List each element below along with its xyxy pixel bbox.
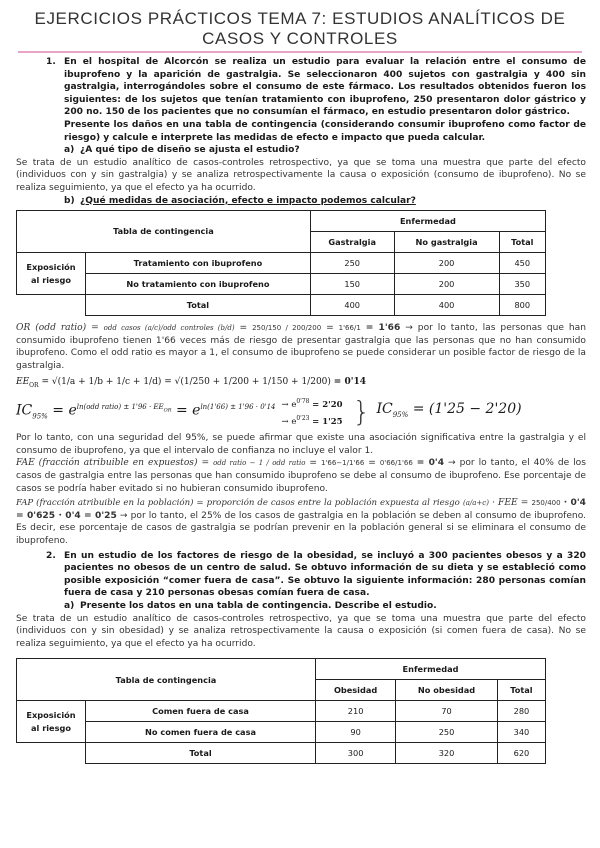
table-cell: 250 (310, 253, 394, 274)
column-header: Gastralgia (310, 232, 394, 253)
formula-result: = 0'14 (333, 376, 366, 387)
numerator: 1'66 (338, 324, 354, 333)
denominator: odd controles (b/d) (163, 324, 235, 333)
numerator: 1'66−1 (321, 459, 347, 468)
table-cell: 450 (499, 253, 545, 274)
upper-limit: = 2'20 (312, 400, 343, 411)
odds-ratio-paragraph: OR (odd ratio) = odd casos (a/c)/odd controles (b/d) = 250/150 / 200/200 = 1'66/1 = 1'66 → por lo tanto, las personas que han consumido ibuprofeno tienen 1'66 veces más de riesgo de presentar gastralgia que las personas que no han consumido ibuprofeno. Como el odd ratio es mayor a 1, el consumo de ibuprofeno se puede considerar un posible factor de riesgo de la gastralgia. (16, 323, 586, 371)
standard-error-formula: $EE_{OR} = √(1/a + 1/b + 1/c + 1/d) = √(1/250 + 1/200 + 1/150 + 1/200) = 0'14$ (16, 376, 366, 389)
formula-fraction: 250/150 / 200/200 (252, 324, 322, 333)
column-header: No gastralgia (394, 232, 499, 253)
fae-interpretation: → por lo tanto, el 40% de los casos de gastralgia entre las personas que han consumido ibuprofeno se debe al consumo de ibuprofeno. Ese porcentaje de casos se podría haber evitado si no hubieran consumido ibuprofeno. (16, 458, 586, 494)
table-cell: 300 (316, 743, 396, 764)
question-2 (46, 550, 586, 600)
row-group-header: Exposición al riesgo (17, 253, 86, 295)
exponent: 0'23 (296, 415, 310, 423)
row-header: No comen fuera de casa (86, 722, 316, 743)
answer-1a: Se trata de un estudio analítico de casos-controles retrospectivo, ya que se toma una muestra que parte del efecto (individuos con y sin gastralgia) y se analiza retrospectivamente la causa o exposición (consumo de ibuprofeno). No se realiza seguimiento, ya que el efecto ya ha ocurrido. (16, 157, 586, 193)
answer-2a: Se trata de un estudio analítico de casos-controles retrospectivo, ya que se toma una muestra que parte del efecto (individuos con y sin obesidad) y se analiza retrospectivamente la causa o exposición (si comen fuera de casa). No se realiza seguimiento, ya que el efecto ya ha ocurrido. (16, 613, 586, 649)
formula-label: OR (odd ratio) = (16, 323, 99, 334)
formula-label: EE (16, 376, 30, 387)
exponent: 0'78 (296, 398, 310, 406)
column-header: Total (499, 232, 545, 253)
ic-limits (282, 395, 343, 429)
formula-fraction: odd casos (a/c)/odd controles (b/d) (103, 324, 235, 333)
lower-limit: = 1'25 (312, 417, 343, 428)
denominator: 200/200 (292, 324, 322, 333)
row-header: Total (86, 295, 311, 316)
subquestion-2a (64, 600, 586, 613)
table-cell: 350 (499, 274, 545, 295)
table-cell: 620 (497, 743, 545, 764)
page-title: EJERCICIOS PRÁCTICOS TEMA 7: ESTUDIOS ANALÍTICOS DE CASOS Y CONTROLES (18, 0, 582, 53)
numerator: odd casos (a/c) (103, 324, 161, 333)
question-number: 1. (46, 57, 56, 67)
formula-fraction: 0'66/1'66 (379, 459, 413, 468)
confidence-interval-formula (16, 392, 586, 432)
numerator: 250 (531, 499, 545, 508)
question-1-instructions: Presente los daños en una tabla de contingencia (considerando consumir ibuprofeno como factor de riesgo) y calcule e interprete las medidas de efecto e impacto que pueda calcular. (64, 119, 586, 143)
column-header: Obesidad (316, 680, 396, 701)
table-cell: 340 (497, 722, 545, 743)
denominator: 1'66 (397, 459, 413, 468)
formula-label: FAP (fracción atribuible en la población) = proporción de casos entre la población expuesta al riesgo (16, 498, 460, 509)
denominator: 400 (547, 499, 561, 508)
contingency-table-1 (16, 210, 546, 316)
formula-result: = 0'4 (416, 458, 445, 469)
subquestion-1b (64, 195, 586, 208)
formula-result: = 1'66 (365, 323, 401, 334)
table-cell: 320 (396, 743, 498, 764)
subquestion-text: ¿A qué tipo de diseño se ajusta el estudio? (80, 145, 300, 156)
formula-subscript: 95% (32, 412, 48, 421)
ic-symbol: IC (376, 401, 393, 418)
formula-fraction: odd ratio − 1 / odd ratio (213, 459, 306, 468)
formula-result: = (1'25 − 2'20) (412, 401, 522, 418)
table-cell: 250 (396, 722, 498, 743)
formula-fraction: 1'66/1 (338, 324, 361, 333)
subquestion-text: ¿Qué medidas de asociación, efecto e impacto podemos calcular? (80, 195, 416, 206)
odds-ratio-interpretation: → por lo tanto, las personas que han consumido ibuprofeno tienen 1'66 veces más de riesgo de presentar gastralgia que las personas que no han consumido ibuprofeno. Como el odd ratio es mayor a 1, el consumo de ibuprofeno se puede considerar un posible factor de riesgo de la gastralgia. (16, 323, 586, 371)
fap-interpretation: → por lo tanto, el 25% de los casos de gastralgia en la población se deben al consumo de ibuprofeno. Es decir, ese porcentaje de casos de gastralgia se podrían prevenir en la población general si se eliminara el consumo de ibuprofeno. (16, 510, 586, 547)
formula-fraction: 1'66−1/1'66 (321, 459, 365, 468)
formula-subscript: 95% (392, 410, 409, 419)
confidence-interval-interpretation: Por lo tanto, con una seguridad del 95%, se puede afirmar que existe una asociación significativa entre la gastralgia y el consumo de ibuprofeno, ya que el intervalo de confianza no incluye el valor 1. (16, 433, 586, 456)
table-group-header: Enfermedad (310, 211, 545, 232)
exponent: ln(1'66) ± 1'96 · 0'14 (200, 403, 276, 412)
formula-fraction: 250/400 (531, 499, 561, 508)
row-header: Total (86, 743, 316, 764)
table-cell: 200 (394, 274, 499, 295)
exponent-subscript: OR (163, 407, 172, 414)
table-group-header: Enfermedad (316, 659, 546, 680)
contingency-table-2 (16, 658, 546, 764)
ic-lower: → $e^{0'23} = 1'25$ (281, 415, 343, 428)
formula-label: FAE (fracción atribuible en expuestos) = (16, 458, 210, 469)
table-cell: 200 (394, 253, 499, 274)
formula-text: · FEE = (492, 498, 529, 509)
subquestion-label: a) (64, 145, 75, 156)
table-cell: 280 (497, 701, 545, 722)
numerator: a (465, 499, 470, 508)
table-cell: 400 (310, 295, 394, 316)
column-header: Total (497, 680, 545, 701)
subquestion-1a (64, 144, 586, 157)
subquestion-label: b) (64, 195, 75, 206)
denominator: a+c (472, 499, 487, 508)
ic-upper: → $e^{0'78} = 2'20$ (281, 398, 343, 411)
question-1-text: En el hospital de Alcorcón se realiza un estudio para evaluar la relación entre el consumo de ibuprofeno y la aparición de gastralgia. Se seleccionaron 400 sujetos con gastralgia y 400 sin gastralgia, interrogándoles sobre el consumo de este fármaco. Los resultados obtenidos fueron los siguientes: de los sujetos que tenían tratamiento con ibuprofeno, 250 presentaron dolor gástrico y 200 no. 150 de los pacientes que no consumían el fármaco, en estudio presentaron dolor gástrico. (64, 57, 586, 118)
table-cell: 150 (310, 274, 394, 295)
table-cell: 70 (396, 701, 498, 722)
formula-fraction: (a/a+c) (462, 499, 489, 508)
question-1 (46, 56, 586, 144)
column-header: No obesidad (396, 680, 498, 701)
row-header: Comen fuera de casa (86, 701, 316, 722)
numerator: 250/150 (252, 324, 282, 333)
subquestion-label: a) (64, 601, 75, 612)
exponent: ln(odd ratio) ± 1'96 · EE (76, 403, 164, 412)
numerator: 0'66 (379, 459, 396, 468)
table-corner: Tabla de contingencia (17, 659, 316, 701)
question-2-text: En un estudio de los factores de riesgo de la obesidad, se incluyó a 300 pacientes obesos y a 320 pacientes no obesos de un centro de salud. Se obtuvo información de su dieta y se estableció como posible exposición “comer fuera de casa”. Se obtuvo la siguiente información: 280 personas comían fuera de casa y 210 personas obesas comían fuera de casa. (64, 550, 586, 599)
fap-paragraph (16, 497, 586, 547)
row-header: Tratamiento con ibuprofeno (86, 253, 311, 274)
ic-symbol: IC (16, 402, 33, 419)
fae-paragraph: FAE (fracción atribuible en expuestos) = odd ratio − 1 / odd ratio = 1'66−1/1'66 = 0'66/1'66 = 0'4 → por lo tanto, el 40% de los casos de gastralgia entre las personas que han consumido ibuprofeno se debe al consumo de ibuprofeno. Ese porcentaje de casos se podría haber evitado si no hubieran consumido ibuprofeno. (16, 458, 586, 494)
table-cell: 400 (394, 295, 499, 316)
denominator: 1 (356, 324, 361, 333)
numerator: odd ratio − 1 (213, 459, 264, 468)
denominator: 1'66 (348, 459, 365, 468)
table-corner: Tabla de contingencia (17, 211, 311, 253)
table-cell: 800 (499, 295, 545, 316)
formula-label: $IC_{95\%} = e^{ln(odd ratio) \pm 1'96 \cdot EE_{OR}} = e^{ln(1'66) \pm 1'96 \cdot 0'14}$ (16, 402, 276, 421)
table-cell: 210 (316, 701, 396, 722)
table-cell: 90 (316, 722, 396, 743)
brace-icon: } (352, 395, 371, 428)
row-group-header: Exposición al riesgo (17, 701, 86, 743)
denominator: odd ratio (272, 459, 306, 468)
ic-result (376, 403, 521, 421)
question-number: 2. (46, 550, 56, 561)
formula-result: · 0'4 = 0'625 · 0'4 = 0'25 (16, 498, 586, 521)
subquestion-text: Presente los datos en una tabla de contingencia. Describe el estudio. (80, 601, 437, 612)
row-header: No tratamiento con ibuprofeno (86, 274, 311, 295)
formula-subscript: OR (29, 381, 39, 389)
